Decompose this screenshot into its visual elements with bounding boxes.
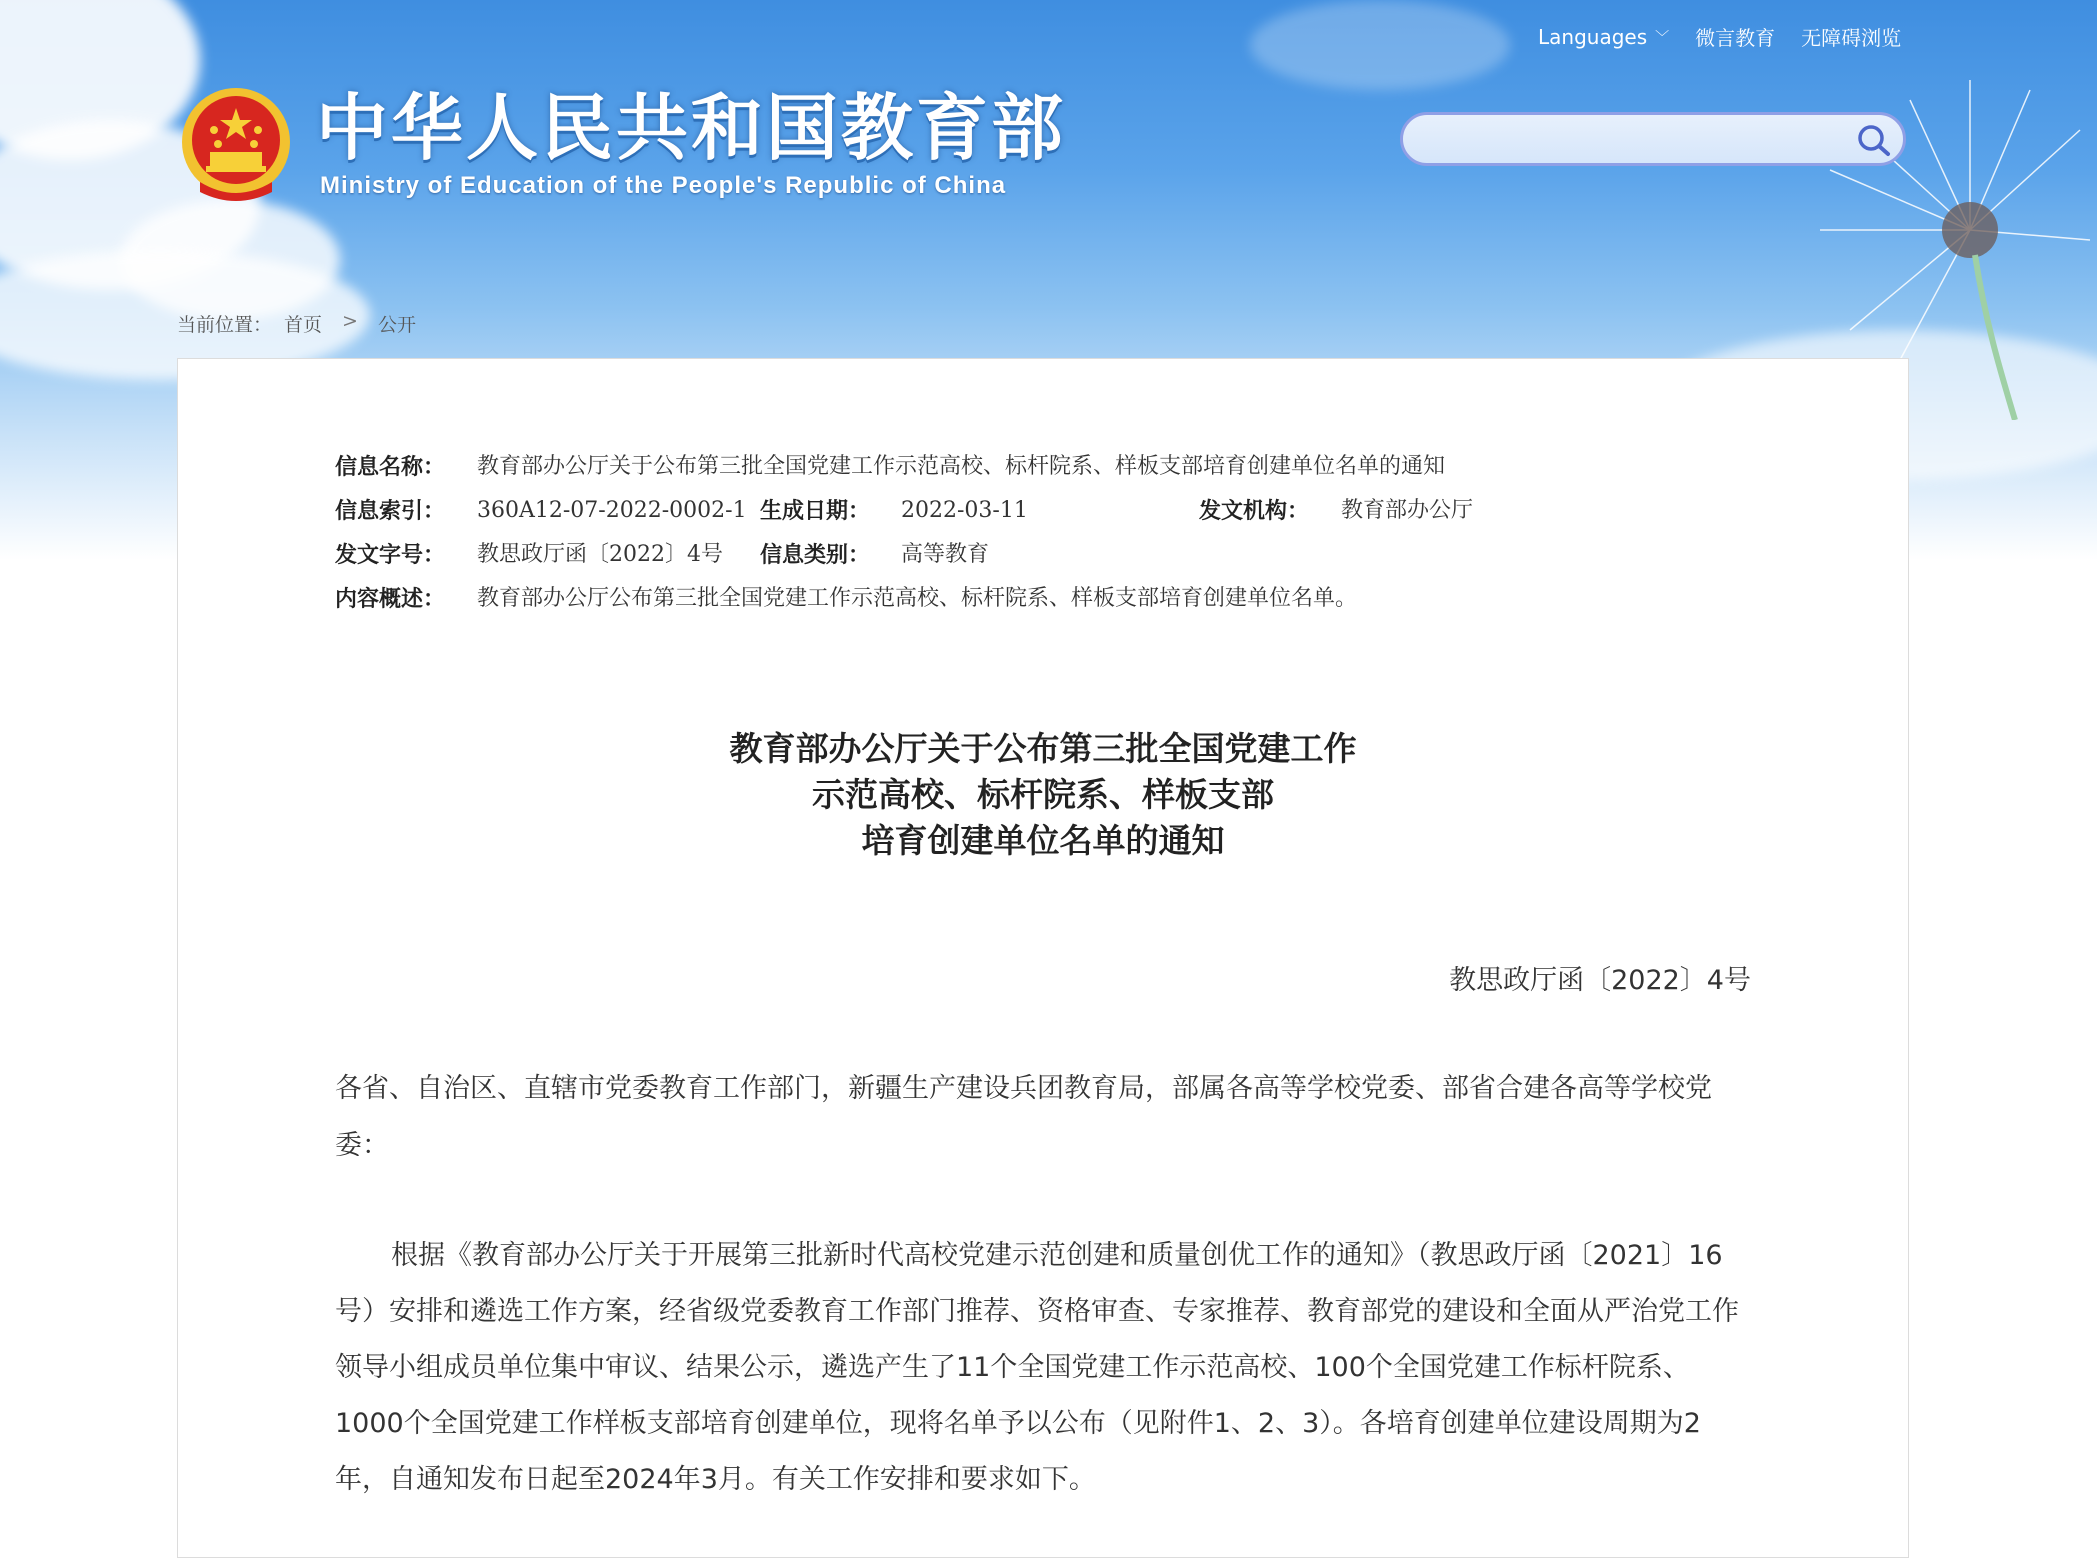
chevron-down-icon: ﹀ (1655, 29, 1670, 46)
category-label: 信息类别： (760, 542, 871, 568)
weiyan-link[interactable]: 微言教育 (1695, 26, 1776, 50)
document-title-line-2: 示范高校、标杆院系、样板支部 (812, 775, 1274, 814)
search-box (1400, 112, 1906, 166)
document-title (177, 726, 1909, 864)
top-nav (1538, 22, 1901, 51)
org-value: 教育部办公厅 (1341, 498, 1474, 523)
category-value: 高等教育 (901, 542, 990, 567)
date-label: 生成日期： (760, 498, 871, 524)
document-paragraph: 根据《教育部办公厅关于开展第三批新时代高校党建示范创建和质量创优工作的通知》（教思政厅函〔2021〕16号）安排和遴选工作方案，经省级党委教育工作部门推荐、资格审查、专家推荐、教育部党的建设和全面从严治党工作领导小组成员单位集中审议、结果公示，遴选产生了11个全国党建工作示范高校、100个全国党建工作标杆院系、1000个全国党建工作样板支部培育创建单位，现将名单予以公布（见附件1、2、3）。各培育创建单位建设周期为2年，自通知发布日起至2024年3月。有关工作安排和要求如下。 (335, 1240, 1739, 1495)
document-title-line-1: 教育部办公厅关于公布第三批全国党建工作 (729, 729, 1357, 768)
breadcrumb-home[interactable]: 首页 (284, 314, 323, 336)
document-number: 教思政厅函〔2022〕4号 (1449, 965, 1751, 996)
org-label: 发文机构： (1199, 498, 1310, 524)
document-title-line-3: 培育创建单位名单的通知 (861, 821, 1225, 860)
languages-label: Languages (1538, 24, 1648, 49)
summary-label: 内容概述： (335, 586, 446, 612)
accessible-browsing-link[interactable]: 无障碍浏览 (1801, 26, 1902, 50)
summary-value: 教育部办公厅公布第三批全国党建工作示范高校、标杆院系、样板支部培育创建单位名单。 (477, 586, 1358, 611)
site-title[interactable]: 中华人民共和国教育部 (316, 86, 1067, 170)
search-icon[interactable] (1855, 123, 1893, 157)
info-index-label: 信息索引： (335, 498, 446, 524)
docno-label: 发文字号： (335, 542, 446, 568)
date-value: 2022-03-11 (901, 498, 1028, 523)
search-input[interactable] (1425, 123, 1829, 157)
breadcrumb-separator: > (342, 310, 358, 332)
info-name-value: 教育部办公厅关于公布第三批全国党建工作示范高校、标杆院系、样板支部培育创建单位名单的通知 (477, 454, 1446, 479)
breadcrumb-current[interactable]: 公开 (377, 314, 416, 336)
info-index-value: 360A12-07-2022-0002-1 (477, 498, 747, 523)
languages-menu[interactable] (1538, 25, 1669, 49)
document-addressee: 各省、自治区、直辖市党委教育工作部门，新疆生产建设兵团教育局，部属各高等学校党委、部省合建各高等学校党委： (335, 1073, 1712, 1161)
info-name-label: 信息名称： (335, 454, 446, 480)
breadcrumb-label: 当前位置： (177, 314, 273, 336)
docno-value: 教思政厅函〔2022〕4号 (477, 542, 723, 567)
national-emblem-icon (180, 86, 292, 204)
site-subtitle: Ministry of Education of the People's Republic of China (320, 172, 1007, 199)
breadcrumb (177, 310, 416, 337)
